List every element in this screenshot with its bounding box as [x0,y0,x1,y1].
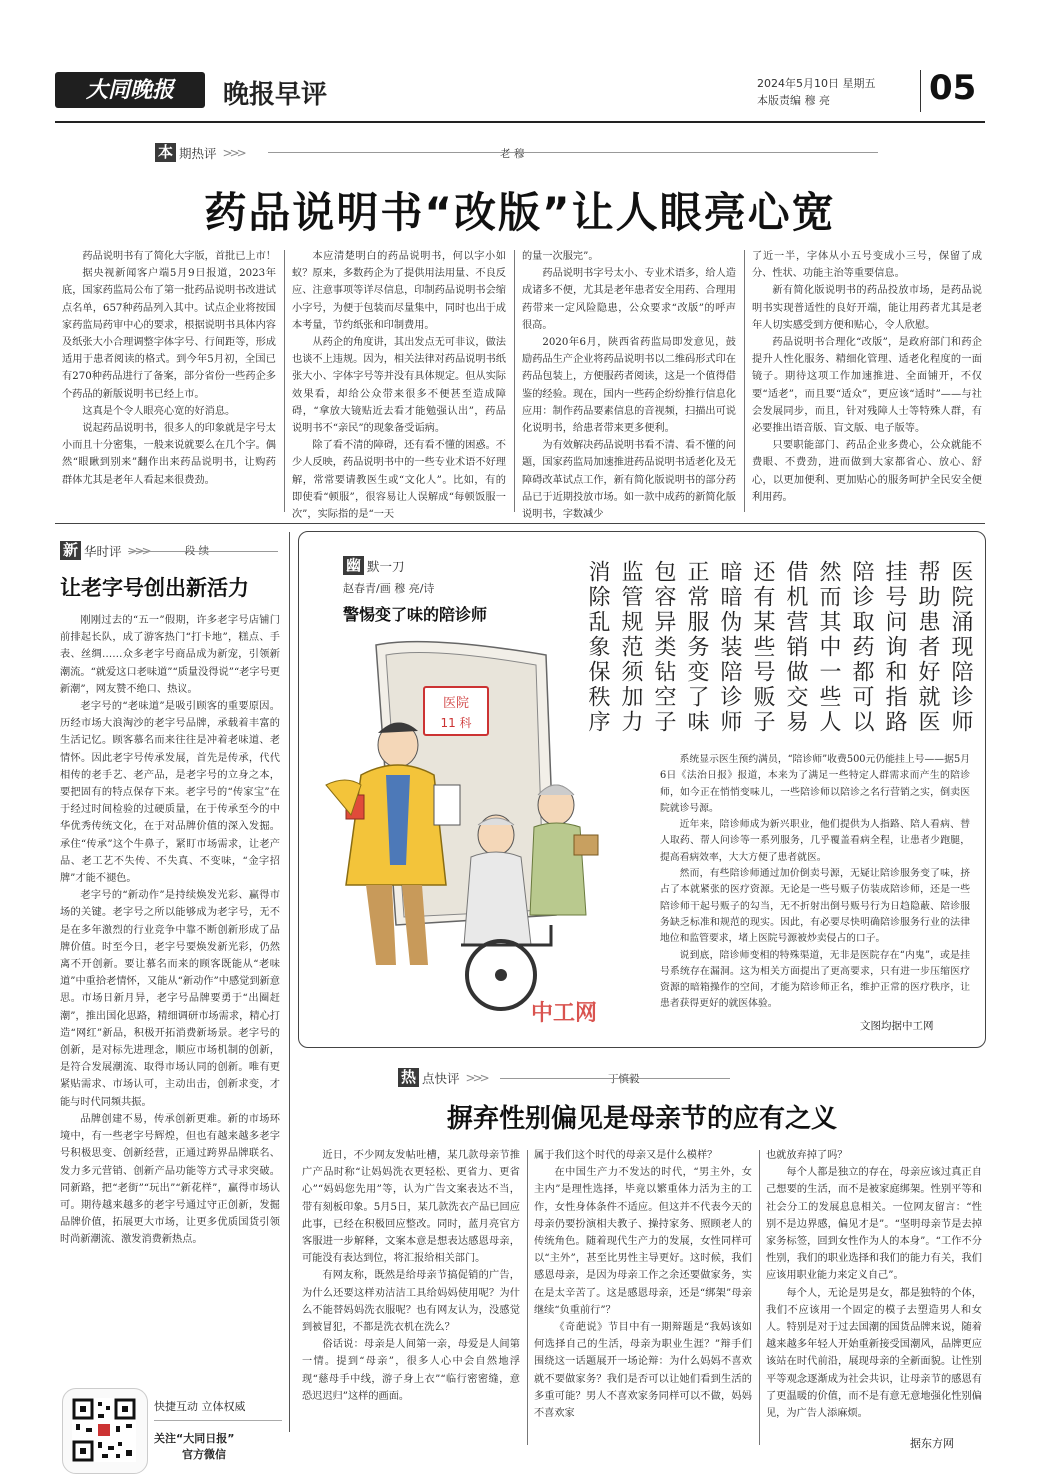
mothers-col-divider [527,1150,528,1445]
poem-line: 暗暗伪装陪诊师 [717,560,742,735]
section-title: 晚报早评 [223,80,328,110]
paragraph: 近日，不少网友发帖吐槽，某几款母亲节推广产品时称“让妈妈洗衣更轻松、更省力、更省心”“妈妈您先用”等，认为广告文案表达不当，带有刻板印象。5月5日，某几款洗衣产品已回应此事，已经在积极回应整改。同时，蓝月亮官方客服进一步解释，文案本意是想表达感恩母亲，可能没有表达到位，将汇报给相关部门。 [302,1150,520,1265]
qr-line-2: 关注“大同日报” [154,1432,235,1445]
paragraph: 品牌创建不易，传承创新更难。新的市场环境中，有一些老字号辉煌，但也有越来越多老字号积极思变、创新经营，正通过跨界品牌联名、发力多元营销、创新产品功能等方式寻求突破。同新路，把“老街”“玩出”“新花样”，赢得市场认可。期待越来越多的老字号通过守正创新，发掘品牌价值，拓展更大市场，让更多优质国货引领时尚新潮流、激发消费新热点。 [60,1113,280,1246]
page-editor: 本版责编 穆 亮 [757,94,830,107]
laozihao-body [60,612,280,1414]
laozihao-headline: 让老字号创出新活力 [60,576,249,600]
paragraph: 也就放弃掉了吗？ [766,1150,848,1161]
cartoon-title: 警惕变了味的陪诊师 [343,605,488,624]
paragraph: 然而，有些陪诊师通过加价倒卖号源，无疑让陪诊服务变了味，挤占了本就紧张的医疗资源。无论是一些号贩子仿装成陪诊师，还是一些陪诊师干起号贩子的勾当，无不折射出倒号贩号行为日趋隐蔽、陪诊服务缺乏标准和规范的现实。因此，有必要尽快明确陪诊服务行业的法律地位和监管要求，堵上医院号源被炒卖侵占的口子。 [660,868,970,945]
paragraph: 2020年6月，陕西省药监局即发意见，鼓励药品生产企业将药品说明书以二维码形式印在药品包装上，方便服药者阅读，这是一个值得借鉴的经验。现在，国内一些药企纷纷推行信息化应用：制作药品要素信息的音视频，扫描出可说化说明书，给患者带来更多便利。 [522,337,736,435]
masthead-rule [55,121,985,123]
mothers-header-rule [500,1078,730,1079]
logo-text: 大同晚报 [85,77,174,103]
lead-column-2 [292,248,506,521]
poem-line: 消除乱象保秩序 [585,560,610,735]
lead-author: 老 穆 [500,148,525,160]
qr-line-rule [154,1420,282,1421]
lead-column-3 [522,248,736,521]
page-number-divider [920,70,921,112]
poem-line: 医院涌现陪诊师 [948,560,973,735]
lead-headline: 药品说明书“改版”让人眼亮心宽 [204,188,836,237]
hospital-sign-text: 医院 [442,696,470,711]
cartoon-column-header [343,556,543,575]
section-rule [55,523,985,524]
mothers-source: 据东方网 [910,1437,954,1450]
paragraph: 新有简化版说明书的药品投放市场，是药品说明书实现普适性的良好开端，能让用药者尤其是老年人切实感受到方便和贴心，令人欣慰。 [752,285,982,331]
mothers-column-name: 点快评 [422,1070,460,1086]
mothers-column-1 [302,1147,520,1447]
paragraph: 据央视新闻客户端5月9日报道，2023年底，国家药监局公布了第一批药品说明书改进试点名单，657种药品列入其中。试点企业将按国家药监局药审中心的要求，根据说明书具体内容及纸张大小合理调整字体字号、行间距等，形成适用于患者阅读的格式。到今年5月初，全国已有270种药品进行了备案，部分省份一些药企多个药品的新版说明书已经上市。 [62,268,276,400]
poem-line: 借机营销做交易 [783,560,808,735]
paragraph: 俗话说：母亲是人间第一亲，母爱是人间第一情。提到“母亲”，很多人心中会自然地浮现“慈母手中线，游子身上衣”“临行密密缝，意恐迟迟归”这样的画面。 [302,1339,520,1402]
paragraph: 药品说明书合理化“改版”，是政府部门和药企提升人性化服务、精细化管理、适老化程度的一面镜子。期待这项工作加速推进、全面铺开，不仅要“适老”，而且要“适众”，更应该“适时”——与社会发展同步，而且，针对残障人士等特殊人群，有必要推出语音版、盲文版、电子版等。 [752,337,982,435]
lead-column-1 [62,248,276,514]
paragraph: 药品说明书有了简化大字版，首批已上市！ [82,251,276,262]
mothers-col-divider [759,1150,760,1445]
qr-promo [62,1388,284,1474]
cartoon-watermark: 中工网 [530,1000,598,1026]
paragraph: 说起药品说明书，很多人的印象就是字号太小而且十分密集，一般来说就要么在几个字。偶然“眼瞅到别来”翻作出来药品说明书，让购药群体尤其是老年人看起来很费劲。 [62,423,276,486]
laozihao-header-rule [128,551,278,552]
left-section-divider [289,532,290,1432]
lead-column-name: 期热评 [179,145,217,161]
paragraph: 为有效解决药品说明书看不清、看不懂的问题，国家药监局加速推进药品说明书适老化及无障碍改革试点工作，新有简化版说明书的部分药品已于近期投放市场。如一款中成药的新简化版说明书，字数减少 [522,440,736,521]
masthead [55,60,985,120]
paragraph: 药品说明书字号太小、专业术语多，给人造成诸多不便，尤其是老年患者安全用药、合理用药带来一定风险隐患，公众要求“改版”的呼声很高。 [522,268,736,331]
cartoon-poem [568,560,976,738]
paragraph: 每个人都是独立的存在，母亲应该过真正自己想要的生活，而不是被家庭绑架。性别平等和社会分工的发展息息相关。一位网友留言：“性别不是边界感，偏见才是”。“坚明母亲节是去掉家务标签，回到女性作为人的本身”。“工作不分性别，我们的职业选择和我们的能力有关，我们应该用职业能力来定义自己”。 [766,1167,982,1282]
chevron-right-icon: >>> [465,1070,487,1085]
page-number: 05 [929,68,977,108]
dept-sign-text: 11 科 [440,716,472,730]
poem-line: 陪诊取药都可以 [849,560,874,735]
mothers-column-key: 热 [398,1068,419,1087]
lead-column-key: 本 [155,143,176,162]
laozihao-author: 段 续 [184,545,210,557]
paragraph: 每个人，无论是男是女，都是独特的个体，我们不应该用一个固定的模子去塑造男人和女人。特别是对于过去国潮的国货品牌来说，随着越来越多年轻人开始重新接受国潮风，品牌更应该站在时代前沿，展现母亲的全新面貌。让性别平等观念逐渐成为社会共识，让母亲节的感恩有了更温暖的价值，而不是有意无意地强化性别偏见，为广告人添麻烦。 [766,1287,982,1420]
poem-line: 还有某些号贩子 [750,560,775,735]
paragraph: 了近一半，字体从小五号变成小三号，保留了成分、性状、功能主治等重要信息。 [752,251,982,280]
lead-col-divider [514,250,515,512]
lead-column-4 [752,248,982,514]
mothers-column-3 [766,1147,982,1433]
paragraph: 近年来，陪诊师成为新兴职业，他们提供为人指路、陪人看病、替人取药、帮人问诊等一系列服务，几乎覆盖看病全程，让患者少跑腿，提高看病效率，大大方便了患者就医。 [660,819,970,863]
paragraph: 从药企的角度讲，其出发点无可非议，做法也谈不上违规。因为，相关法律对药品说明书纸张大小、字体字号等并没有具体规定。但从实际效果看，却给公众带来很多不便甚至造成障碍，“拿放大镜贴近去看才能勉强认出”，药品说明书不“亲民”的现象备受诟病。 [292,337,506,435]
lead-header-rule [268,152,878,153]
lead-col-divider [284,250,285,512]
cartoon-column-name: 默一刀 [367,558,405,574]
paragraph: 说到底，陪诊师变相的特殊渠道，无非是医院存在“内鬼”，或是挂号系统存在漏洞。这为相关方面提出了更高要求，只有进一步压缩医疗资源的暗箱操作的空间，才能为陪诊师正名，维护正常的医疗秩序，让患者获得更好的就医体验。 [660,949,970,1010]
poem-line: 帮助患者好就医 [915,560,940,735]
qr-line-3: 官方微信 [182,1448,226,1461]
chevron-right-icon: >>> [222,145,244,160]
paragraph: 《奇葩说》节目中有一期辩题是“我妈该如何选择自己的生活，母亲为职业生涯？”辩手们围绕这一话题展开一场论辩：为什么妈妈不喜欢就不要做家务？我们是否可以让她们看到生活的多重可能？男人不喜欢家务同样可以不做，妈妈不喜欢家 [534,1322,752,1420]
poem-line: 正常服务变了味 [684,560,709,735]
paragraph: 在中国生产力不发达的时代，“男主外，女主内”是理性选择，毕竟以繁重体力活为主的工作，女性身体条件不适应。但这并不代表今天的母亲仍要扮演相夫教子、操持家务、照顾老人的传统角色。随着现代生产力的发展，女性同样可以“主外”，甚至比男性主导更好。这时候，我们感恩母亲，是因为母亲工作之余还要做家务，实在是太辛苦了。这是感恩母亲，还是“绑架”母亲继续“负重前行”？ [534,1167,752,1316]
issue-date: 2024年5月10日 星期五 [757,77,876,90]
cartoon-credits: 赵春青/画 穆 亮/诗 [343,582,435,595]
paragraph: 刚刚过去的“五一”假期，许多老字号店铺门前排起长队，成了游客热门“打卡地”，糕点、手表、丝绸……众多老字号商品成为新宠，引领新潮流。“就爱这口老味道”“质量没得说”“老字号更新潮”，网友赞不绝口、热议。 [60,615,280,695]
poem-line: 包容异类钻空子 [651,560,676,735]
qr-line-1: 快捷互动 立体权威 [154,1400,246,1413]
cartoon-body [660,752,970,1014]
paragraph: 老字号的“新动作”是持续焕发光彩、赢得市场的关键。老字号之所以能够成为老字号，无不是在多年激烈的行业竞争中靠不断创新形成了品牌价值。时至今日，老字号要焕发新光彩，仍然离不开创新。要让慕名而来的顾客既能从“老味道”中重拾老情怀，又能从“新动作”中感觉到新意思。市场日新月异，老字号品牌要勇于“出圈赶潮”，推出国化思路，精细调研市场需求，精心打造“网红”新品，积极开拓消费新场景。老字号的创新，是对标先进理念，顺应市场机制的创新，是符合发展潮流、取得市场认同的创新。唯有更紧贴需求、市场认可，主动出击，创新求变，才能与时代同频共振。 [60,890,280,1108]
laozihao-column-key: 新 [60,541,81,560]
poem-line: 然而其中一些人 [816,560,841,735]
paragraph: 老字号的“老味道”是吸引顾客的重要原因。历经市场大浪淘沙的老字号品牌，承载着丰富的生活记忆。顾客慕名而来往往是冲着老味道、老情怀。因此老字号传承发展，首先是传承，代代相传的老手艺、老产品，是老字号的立身之本，要把固有的特点保存下来。老字号的“传家宝”在于经过时间检验的过硬质量，在于传承至今的中华优秀传统文化，在于对品牌价值的深入发掘。承住“传承”这个牛鼻子，紧盯市场需求，让老产品、老工艺不失传、不失真、不变味，“金字招牌”才能不褪色。 [60,701,280,885]
mothers-column-2 [534,1147,752,1447]
chevron-right-icon: >>> [127,543,149,558]
paragraph: 属于我们这个时代的母亲又是什么模样？ [534,1150,718,1161]
cartoon-source: 文图均据中工网 [860,1020,934,1032]
paragraph: 本应清楚明白的药品说明书，何以字小如蚁？原来，多数药企为了提供用法用量、不良反应、注意事项等详尽信息，印制药品说明书会缩小字号，为便于包装而尽量集中，同时也出于成本考量，节约纸张和印制费用。 [292,251,506,331]
laozihao-column-name: 华时评 [84,543,122,559]
cartoon-column-key: 幽 [343,556,364,575]
paragraph: 除了看不清的障碍，还有看不懂的困惑。不少人反映，药品说明书中的一些专业术语不好理解，常常要请教医生或“文化人”。比如，有的即使看“顿服”，很容易让人误解成“每顿饭服一次”，实际指的是“一天 [292,440,506,521]
poem-line: 监管规范须加力 [618,560,643,735]
paragraph: 这真是个令人眼亮心宽的好消息。 [82,405,236,417]
poem-line: 挂号问询和指路 [882,560,907,735]
paragraph: 的量一次服完”。 [522,251,599,262]
paragraph: 有网友称，既然是给母亲节搞促销的广告，为什么还要这样劝洁洁工具给妈妈使用呢？为什么不能替妈妈洗衣服呢？也有网友认为，没感觉到被冒犯，不都是洗衣机在洗么？ [302,1270,520,1334]
lead-col-divider [744,250,745,512]
newspaper-logo [55,72,205,108]
mothers-headline: 摒弃性别偏见是母亲节的应有之义 [446,1104,837,1134]
paragraph: 只要职能部门、药品企业多费心，公众就能不费眼、不费劲，进而做到大家都省心、放心、舒心，以更加便利、更加贴心的服务呵护全民安全便利用药。 [752,440,982,503]
mothers-author: 丁慎毅 [608,1073,640,1085]
qr-code [72,1398,136,1462]
paragraph: 系统显示医生预约满员，“陪诊师”收费500元仍能挂上号——据5月6日《法治日报》报道，本来为了满足一些特定人群需求而产生的陪诊师，如今正在悄悄变味儿，一些陪诊师以陪诊之名行营销之实，倒卖医院就诊号源。 [660,754,970,814]
